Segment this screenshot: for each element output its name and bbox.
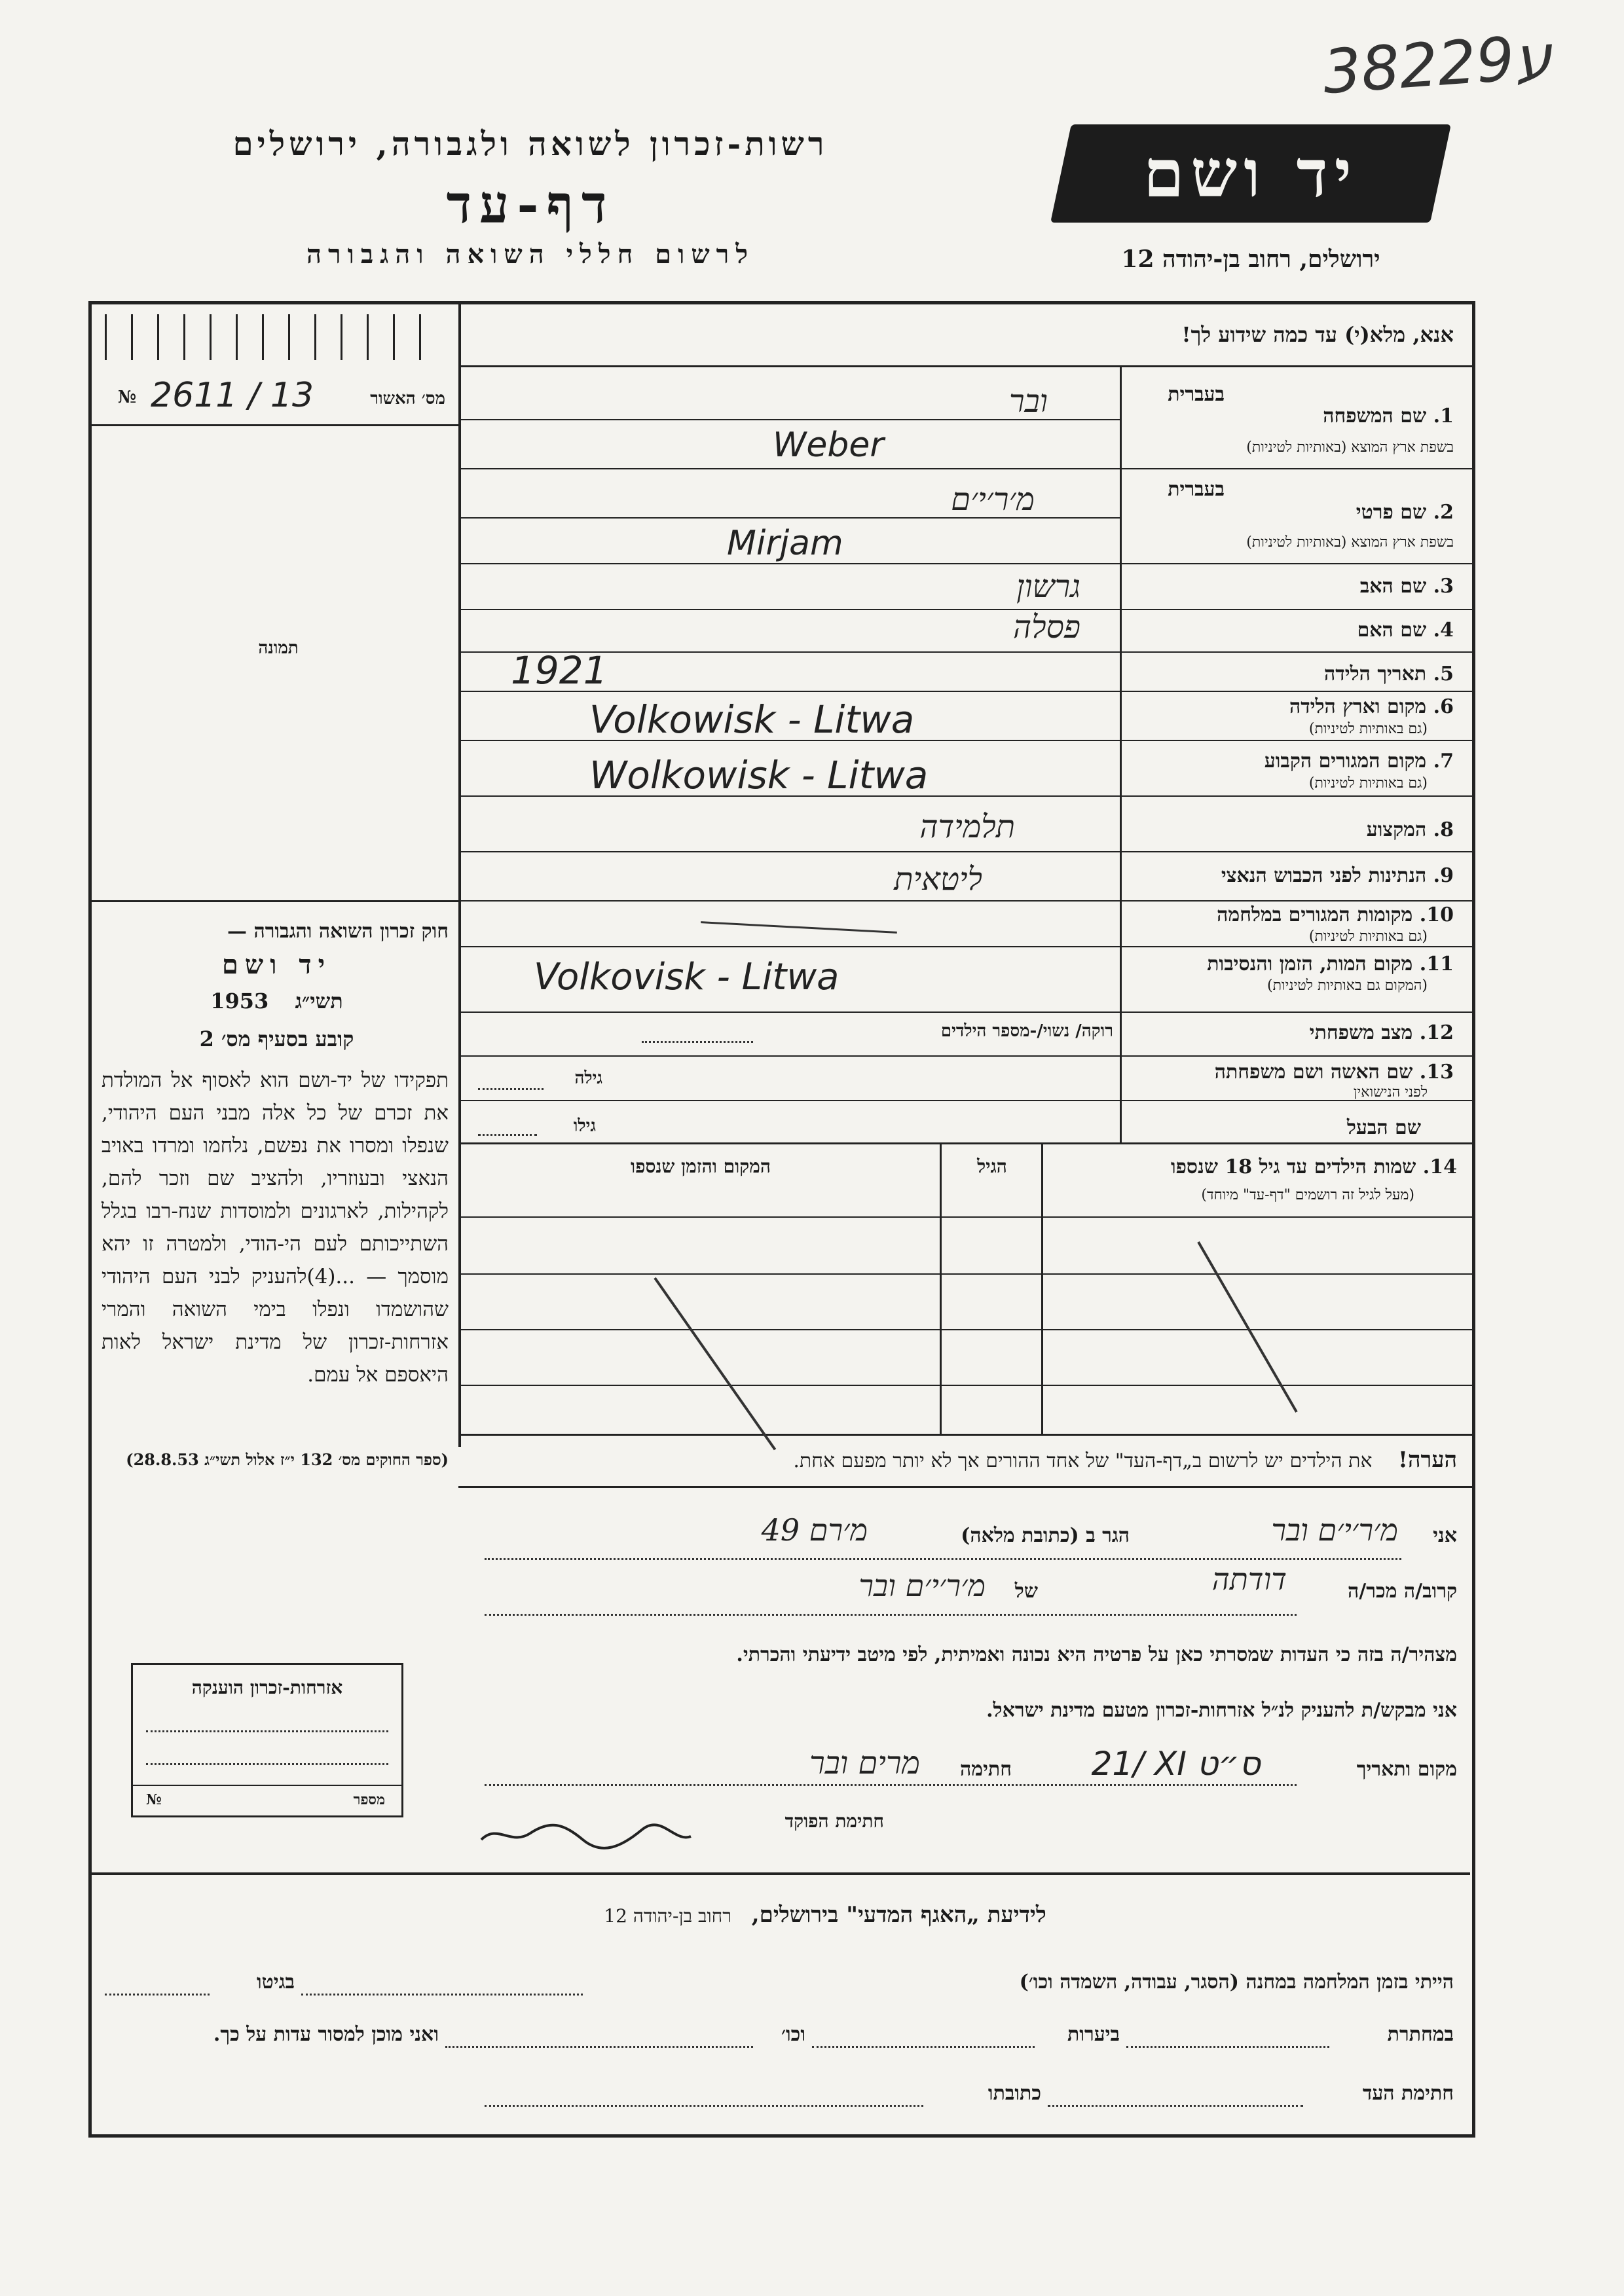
witness-of: של — [1014, 1580, 1038, 1603]
field-12-label — [1126, 1021, 1454, 1044]
field-1-no: 1. — [1433, 405, 1454, 428]
field-8-text: המקצוע — [1366, 818, 1427, 841]
citizenship-number-label: מספר — [353, 1791, 385, 1808]
signature-value: מרים ובר — [809, 1745, 920, 1781]
yad-vashem-logo — [1050, 124, 1451, 223]
place-date-label: מקום ותאריך — [1356, 1758, 1457, 1781]
form-title: דף-עד — [446, 173, 615, 235]
field-8-no: 8. — [1433, 818, 1454, 841]
children-age-header: הגיל — [977, 1156, 1007, 1177]
field-2-value-he: מ׳ר׳י׳ם — [951, 481, 1035, 518]
law-title: חוק זכרון השואה והגבורה — — [227, 920, 449, 943]
officer-signature — [478, 1820, 694, 1850]
law-section: קובע בסעיף מס׳ 2 — [199, 1027, 354, 1051]
address: ירושלים, רחוב בן-יהודה 12 — [1121, 246, 1380, 273]
age-label-wife: גילה — [574, 1068, 602, 1088]
footer-ghetto: בגיטו — [256, 1971, 295, 1994]
field-2-no: 2. — [1433, 501, 1454, 524]
field-12-value: רוקה/ נשוי/-מספר הילדים — [940, 1021, 1113, 1041]
witness-i-am: אני — [1433, 1524, 1457, 1547]
form-subtitle: לרשום חללי השואה והגבורה — [306, 239, 755, 270]
approval-number: 2611 / 13 — [151, 376, 314, 415]
officer-label: חתימת הפוקד — [784, 1810, 884, 1832]
field-1-extra: בעברית — [1168, 383, 1225, 406]
field-3-no: 3. — [1433, 575, 1454, 598]
field-7-label — [1126, 750, 1454, 773]
note-text: את הילדים יש לרשום ב„דף-העד" של אחד ההורים אך לא יותר מפעם אחת. — [793, 1449, 1373, 1472]
field-12-no: 12. — [1419, 1021, 1454, 1044]
footer-address: רחוב בן-יהודה 12 — [604, 1905, 731, 1927]
field-10-label — [1126, 903, 1454, 926]
children-label — [1048, 1156, 1457, 1178]
law-year-row — [105, 989, 449, 1013]
field-3-text: שם האב — [1359, 575, 1427, 598]
field-1-label — [1231, 405, 1454, 428]
witness-resides: הגר ב (כתובת מלאה) — [961, 1524, 1130, 1547]
field-4-label — [1126, 619, 1454, 642]
witness-address: מ׳רם 49 — [761, 1512, 868, 1548]
authority-name: רשות-זכרון לשואה ולגבורה, ירושלים — [232, 124, 828, 163]
law-year-he: תשי״ג — [295, 989, 343, 1013]
footer-heading-row — [458, 1902, 1192, 1928]
field-3-label — [1126, 575, 1454, 598]
field-11-value: Volkovisk - Litwa — [534, 956, 840, 998]
witness-relative: קרוב/ה מכר/ה — [1348, 1580, 1457, 1603]
age-label-husband: גילו — [573, 1116, 596, 1136]
field-5-no: 5. — [1433, 663, 1454, 685]
field-1-text: שם המשפחה — [1323, 405, 1427, 428]
officer-signature-scribble — [478, 1820, 694, 1850]
law-body: תפקידו של יד-ושם הוא לאסוף אל המולדת את זכרם של כל אלה מבני העם היהודי, שנפלו ומסרו את נפשם, נלחמו ומרדו באויב הנאצי ובעוזריו, ולהציב שם וזכר להם, לקהילות, לארגונים ולמוסדות שנח-רבו בגלל השתייכותם לעם הי-הודי, ולמטרה זו יהא מוסמך — ...(4)להעניק לבני העם היהודי שהושמדו ונפלו בימי השואה והמרי אזרחות-זכרון של מדינת ישראל לאות היאספם אל עמם. — [101, 1068, 449, 1387]
field-6-no: 6. — [1433, 695, 1454, 718]
photo-label: תמונה — [258, 638, 299, 658]
field-10-no: 10. — [1419, 903, 1454, 926]
field-2-extra: בעברית — [1168, 478, 1225, 501]
field-8-label — [1126, 818, 1454, 841]
field-1-value-latin: Weber — [773, 426, 884, 465]
field-13-text: שם האשה ושם משפחתה — [1214, 1061, 1413, 1084]
citizenship-box-title: אזרחות-זכרון הוענקה — [191, 1677, 343, 1698]
field-5-value: 1921 — [511, 648, 608, 693]
field-6-text: מקום וארץ הלידה — [1289, 695, 1427, 718]
children-place-header: המקום והזמן שנספו — [631, 1156, 771, 1177]
footer-line-1-text: הייתי בזמן המלחמה במחנה (הסגר, עבודה, השמדה וכו׳) — [1019, 1971, 1454, 1994]
footer-witness-sig: חתימת העד — [1362, 2082, 1454, 2105]
field-3-value: גרשון — [1016, 568, 1080, 605]
field-11-text: מקום המות, הזמן והנסיבות — [1207, 953, 1413, 975]
signature-label: חתימה — [960, 1758, 1012, 1781]
footer-line-1 — [105, 1971, 1454, 1994]
note-row — [471, 1447, 1457, 1473]
intro-text: אנא, מלא(י) עד כמה שידוע לך! — [1181, 322, 1454, 347]
field-5-label — [1126, 663, 1454, 685]
field-11-label — [1126, 953, 1454, 975]
field-13-no: 13. — [1419, 1061, 1454, 1084]
footer-partisans: במחתרת — [1387, 2023, 1454, 2046]
field-12-text: מצב משפחתי — [1309, 1021, 1413, 1044]
field-1-value-he: ובר — [1009, 383, 1048, 420]
children-sub: (מעל לגיל זה רושמים "דף-עד" מיוחד) — [1201, 1187, 1414, 1203]
witness-relation: דודתה — [1211, 1561, 1287, 1597]
law-name: יד ושם — [221, 949, 332, 980]
law-source: (ספר החוקים מס׳ 132 י״ז אלול תשי״ג 28.8.53) — [126, 1450, 449, 1469]
field-6-label — [1126, 695, 1454, 718]
field-7-text: מקום המגורים הקבוע — [1264, 750, 1427, 773]
logo-text: יד ושם — [1143, 135, 1358, 212]
field-2-text: שם פרטי — [1356, 501, 1427, 524]
citizenship-box — [131, 1663, 403, 1817]
field-11-sub: (המקום גם באותיות לטיניות) — [1267, 977, 1428, 994]
footer-witness-addr: כתובתו — [987, 2082, 1041, 2105]
approval-row — [98, 376, 452, 420]
note-label: הערה! — [1398, 1447, 1457, 1473]
field-4-text: שם האם — [1357, 619, 1427, 642]
children-text: שמות הילדים עד גיל 18 שנספו — [1170, 1156, 1416, 1178]
field-13-label — [1126, 1061, 1454, 1084]
footer-etc: וכו׳ — [781, 2023, 805, 2046]
handwritten-file-number: 3ע8229 — [1320, 21, 1555, 108]
field-7-no: 7. — [1433, 750, 1454, 773]
field-10-sub: (גם באותיות לטיניות) — [1308, 928, 1428, 945]
approval-label: מס׳ האשור — [370, 389, 445, 409]
field-husband-label: שם הבעל — [1346, 1116, 1421, 1139]
footer-forests: ביערות — [1067, 2023, 1120, 2046]
field-9-text: הנתינות לפני הכבוש הנאצי — [1221, 864, 1427, 887]
witness-request: אני מבקש/ת להעניק לנ״ל אזרחות-זכרון מטעם מדינת ישראל. — [986, 1699, 1457, 1722]
law-year: 1953 — [210, 989, 269, 1013]
field-9-label — [1126, 864, 1454, 887]
field-10-text: מקומות המגורים במלחמה — [1217, 903, 1413, 926]
approval-number-prefix: № — [118, 388, 137, 407]
witness-declare: מצהיר/ה בזה כי העדות שמסרתי כאן על פרטיה היא נכונה ואמיתית, לפי מיטב ידיעתי והכרתי. — [736, 1643, 1457, 1666]
field-11-no: 11. — [1419, 953, 1454, 975]
approval-ticks — [105, 314, 445, 360]
citizenship-number-prefix: № — [146, 1791, 162, 1808]
footer-heading: לידיעת „האגף המדעי" בירושלים, — [751, 1902, 1046, 1928]
field-2-sub: בשפת ארץ המוצא (באותיות לטיניות) — [1246, 534, 1454, 551]
field-4-no: 4. — [1433, 619, 1454, 642]
field-13-sub: לפני הנישואין — [1353, 1084, 1428, 1101]
field-1-sub: בשפת ארץ המוצא (באותיות לטיניות) — [1246, 439, 1454, 456]
field-5-text: תאריך הלידה — [1324, 663, 1427, 685]
field-8-value: תלמידה — [919, 809, 1015, 845]
field-7-value: Wolkowisk - Litwa — [589, 753, 929, 797]
field-6-sub: (גם באותיות לטיניות) — [1308, 721, 1428, 737]
field-7-sub: (גם באותיות לטיניות) — [1308, 775, 1428, 792]
field-2-value-latin: Mirjam — [727, 524, 843, 563]
field-9-value: ליטאית — [894, 861, 982, 898]
field-4-value: פסלה — [1012, 609, 1080, 646]
witness-sign-row — [471, 1745, 1457, 1797]
footer-ready: ואני מוכן למסור עדות על כך. — [213, 2023, 439, 2046]
field-9-no: 9. — [1433, 864, 1454, 887]
witness-of-name: מ׳ר׳י׳ם ובר — [858, 1568, 986, 1603]
children-no: 14. — [1422, 1156, 1457, 1178]
field-6-value: Volkowisk - Litwa — [589, 697, 915, 742]
field-2-label — [1231, 501, 1454, 524]
witness-name: מ׳ר׳י׳ם ובר — [1271, 1512, 1398, 1548]
place-date-value: 21/ XI ס״ט — [1091, 1745, 1261, 1783]
